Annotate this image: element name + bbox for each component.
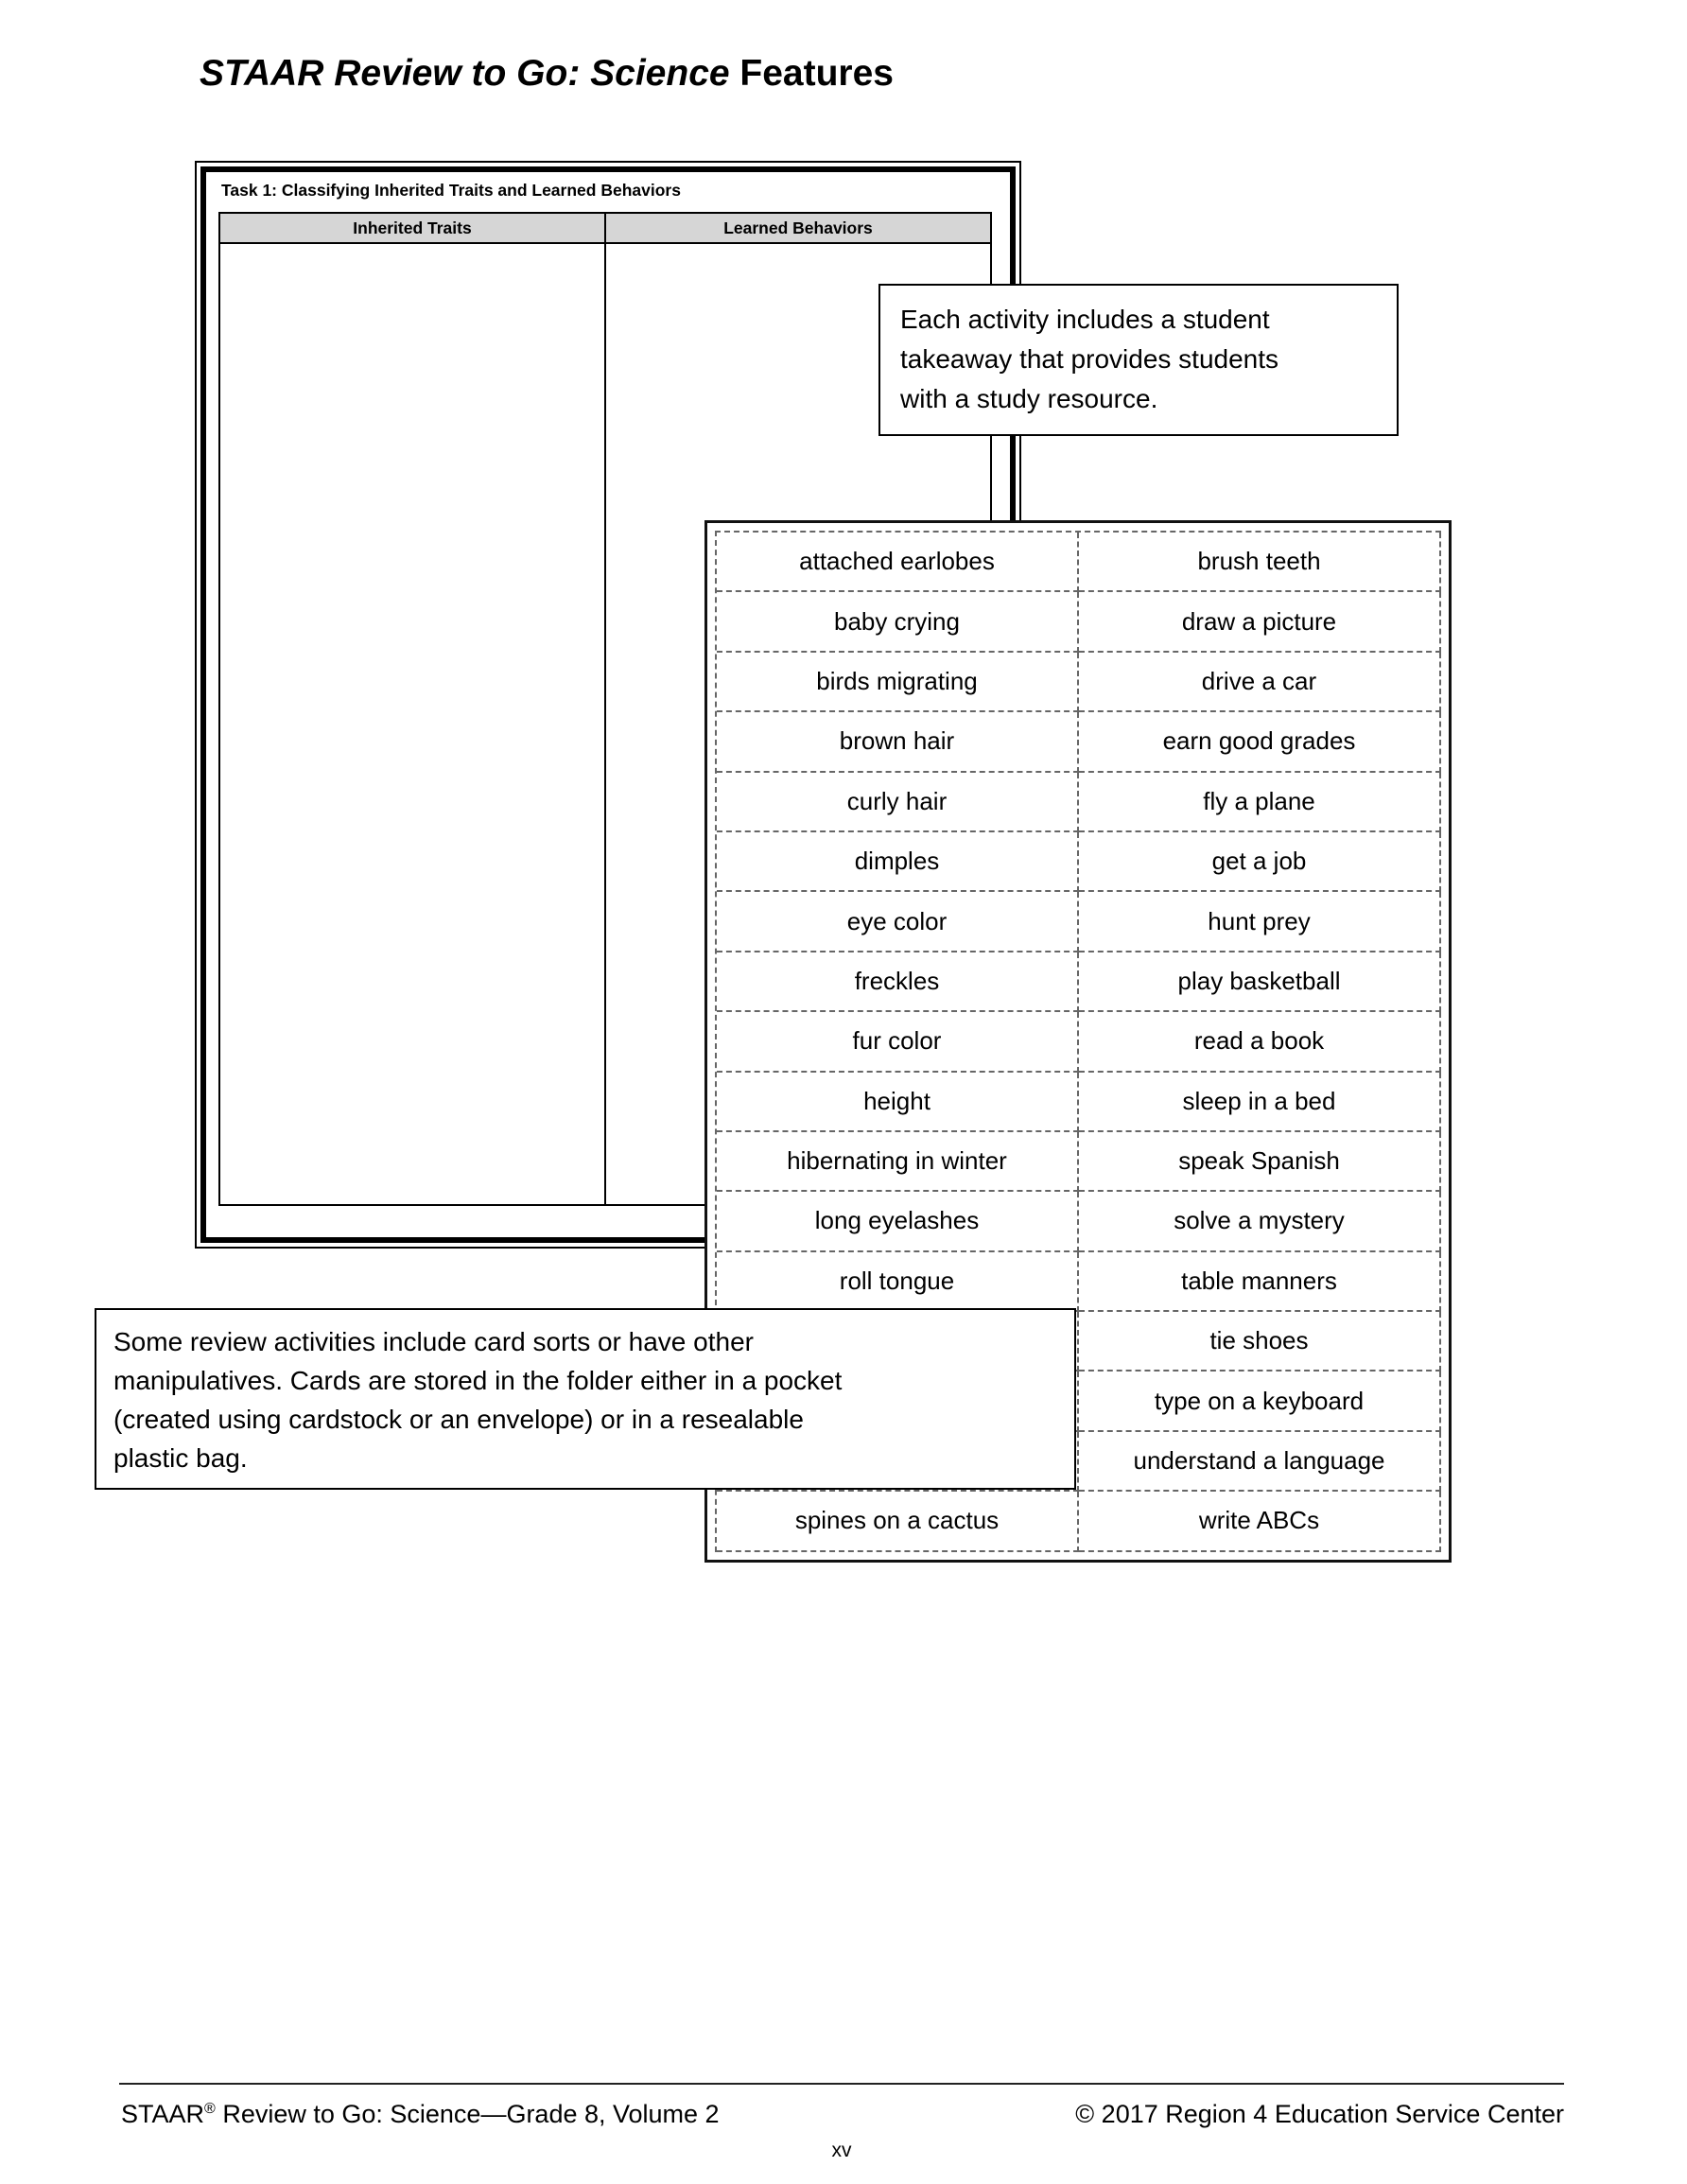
registered-trademark-symbol: ® [204, 2101, 216, 2117]
card: freckles [717, 952, 1079, 1012]
card: solve a mystery [1079, 1192, 1441, 1251]
classification-table-header-row [220, 214, 990, 244]
inherited-traits-column-area [220, 244, 606, 1204]
card: curly hair [717, 773, 1079, 832]
footer-copyright: © 2017 Region 4 Education Service Center [1075, 2100, 1564, 2128]
column-header-learned-behaviors: Learned Behaviors [606, 214, 990, 242]
card: read a book [1079, 1012, 1441, 1072]
card: hunt prey [1079, 892, 1441, 952]
card: drive a car [1079, 653, 1441, 712]
column-header-inherited-traits: Inherited Traits [220, 214, 606, 242]
footer-volume-text: Review to Go: Science—Grade 8, Volume 2 [215, 2100, 720, 2128]
page-number: xv [831, 2140, 852, 2161]
card: draw a picture [1079, 592, 1441, 652]
callout-takeaway-line: Each activity includes a student [900, 305, 1270, 334]
callout-manipulatives-line: manipulatives. Cards are stored in the folder either in a pocket [113, 1366, 843, 1395]
card: height [717, 1073, 1079, 1132]
callout-manipulatives [95, 1308, 1076, 1490]
page-title-regular: Features [729, 53, 894, 94]
footer-divider [119, 2083, 1564, 2085]
card: hibernating in winter [717, 1132, 1079, 1192]
card: baby crying [717, 592, 1079, 652]
callout-takeaway-line: with a study resource. [900, 384, 1158, 413]
card: table manners [1079, 1252, 1441, 1312]
card: understand a language [1079, 1432, 1441, 1492]
card: eye color [717, 892, 1079, 952]
page-title-italic: STAAR Review to Go: Science [200, 53, 730, 94]
card: spines on a cactus [717, 1492, 1079, 1551]
card: tie shoes [1079, 1312, 1441, 1372]
card: attached earlobes [717, 533, 1079, 592]
card: long eyelashes [717, 1192, 1079, 1251]
card: fur color [717, 1012, 1079, 1072]
card: write ABCs [1079, 1492, 1441, 1551]
card: brush teeth [1079, 533, 1441, 592]
callout-manipulatives-line: Some review activities include card sorts or have other [113, 1327, 754, 1356]
card: play basketball [1079, 952, 1441, 1012]
card: dimples [717, 832, 1079, 892]
card: type on a keyboard [1079, 1372, 1441, 1431]
card: birds migrating [717, 653, 1079, 712]
task-title: Task 1: Classifying Inherited Traits and Learned Behaviors [221, 181, 681, 200]
footer-brand: STAAR [121, 2100, 205, 2128]
callout-takeaway-line: takeaway that provides students [900, 344, 1279, 374]
page-title [200, 53, 894, 95]
card: roll tongue [717, 1252, 1079, 1312]
callout-student-takeaway [878, 284, 1399, 436]
card: fly a plane [1079, 773, 1441, 832]
card: earn good grades [1079, 712, 1441, 772]
card: brown hair [717, 712, 1079, 772]
callout-manipulatives-line: (created using cardstock or an envelope) or in a resealable [113, 1405, 804, 1434]
card: get a job [1079, 832, 1441, 892]
card: speak Spanish [1079, 1132, 1441, 1192]
card: sleep in a bed [1079, 1073, 1441, 1132]
callout-manipulatives-line: plastic bag. [113, 1443, 248, 1473]
